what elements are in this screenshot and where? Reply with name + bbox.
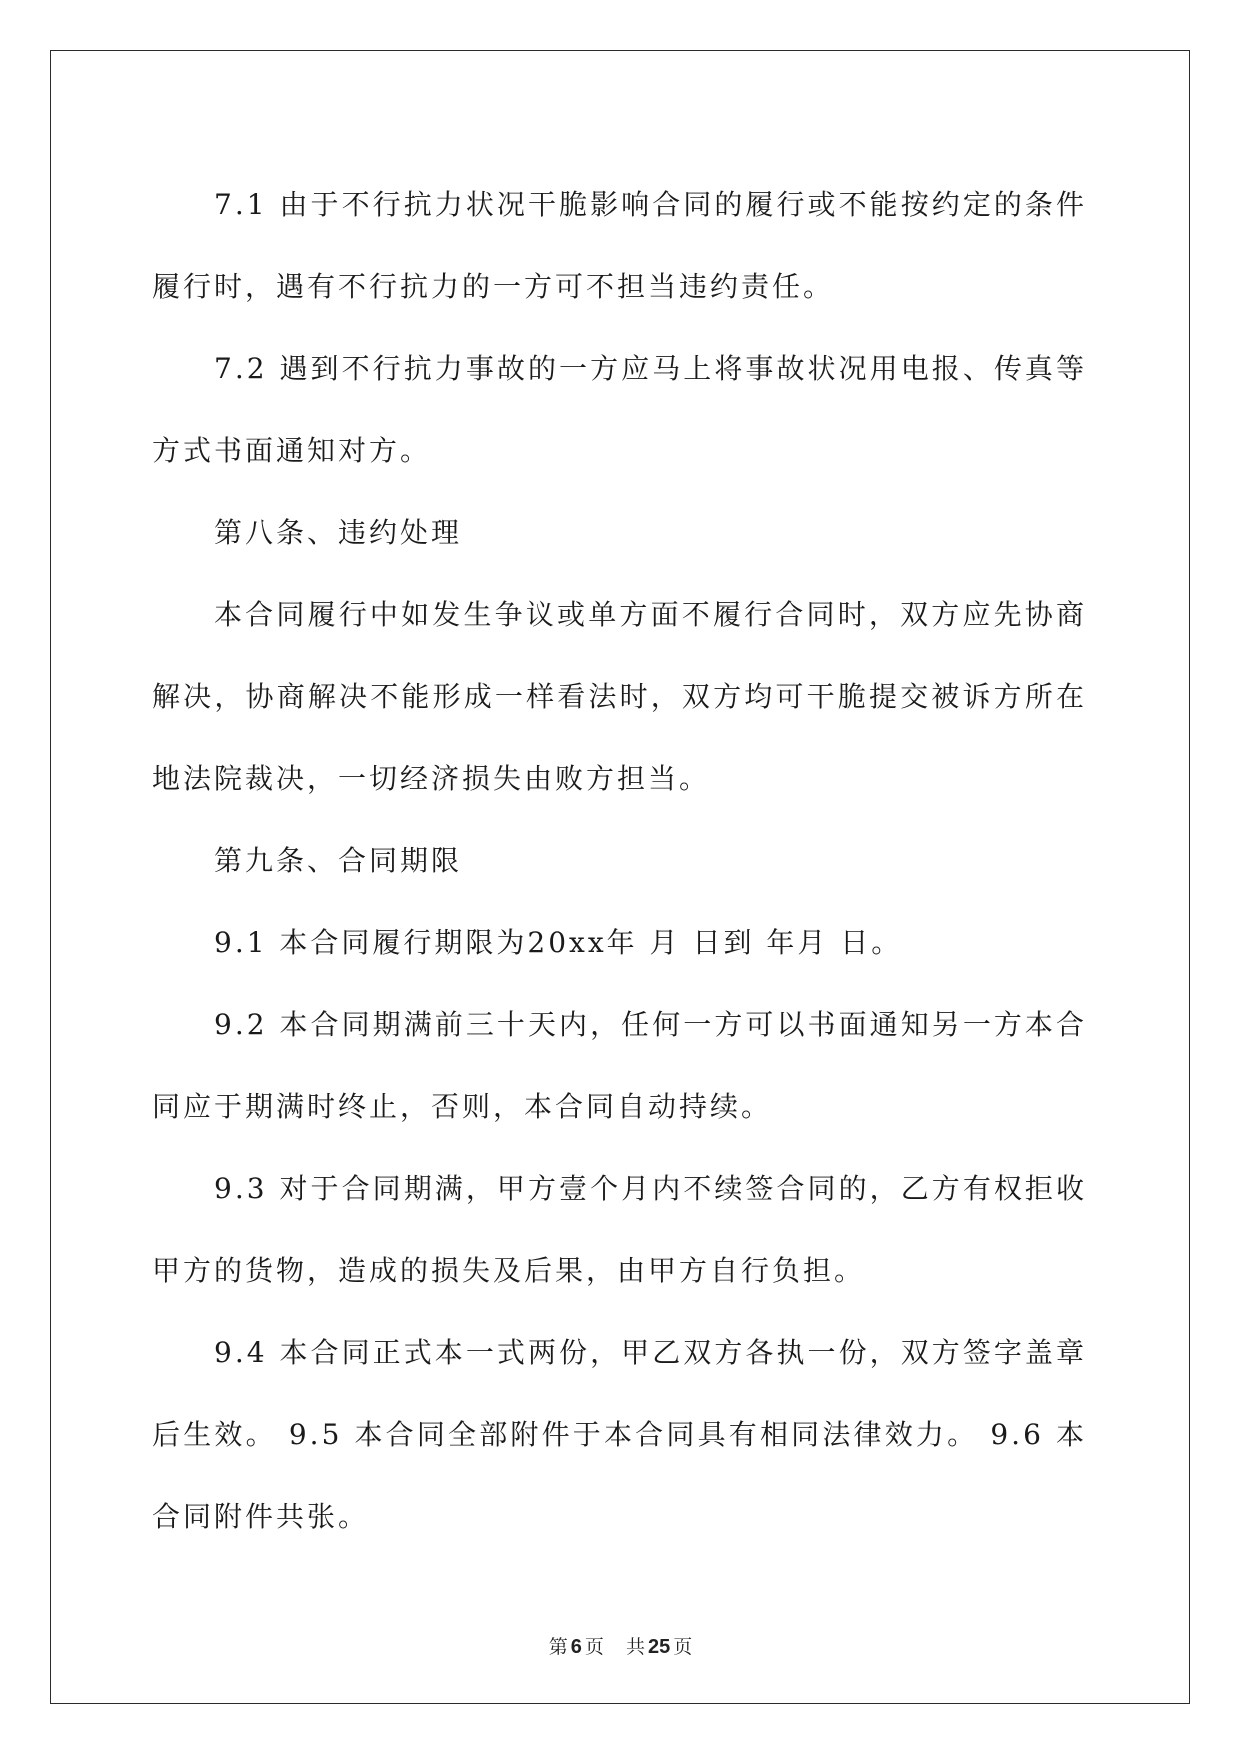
page-footer [0, 1632, 1241, 1659]
document-body [152, 164, 1087, 1558]
page-number: 6 [570, 1636, 582, 1658]
page-number-suffix: 页 [584, 1637, 604, 1658]
paragraph-9-4: 9.4 本合同正式本一式两份，甲乙双方各执一份，双方签字盖章后生效。 9.5 本合同全部附件于本合同具有相同法律效力。 9.6 本合同附件共张。 [152, 1336, 1087, 1533]
total-pages: 25 [647, 1636, 671, 1658]
paragraph-7-2: 7.2 遇到不行抗力事故的一方应马上将事故状况用电报、传真等方式书面通知对方。 [152, 352, 1087, 467]
page-number-prefix: 第 [548, 1637, 568, 1658]
total-pages-prefix: 共 [625, 1637, 645, 1658]
paragraph-7-1: 7.1 由于不行抗力状况干脆影响合同的履行或不能按约定的条件履行时，遇有不行抗力的一方可不担当违约责任。 [152, 188, 1087, 303]
section-heading-article-8: 第八条、违约处理 [214, 516, 463, 549]
paragraph-9-2: 9.2 本合同期满前三十天内，任何一方可以书面通知另一方本合同应于期满时终止，否则，本合同自动持续。 [152, 1008, 1087, 1123]
paragraph-9-1: 9.1 本合同履行期限为20xx年 月 日到 年月 日。 [214, 926, 903, 959]
paragraph-breach-handling: 本合同履行中如发生争议或单方面不履行合同时，双方应先协商解决，协商解决不能形成一样看法时，双方均可干脆提交被诉方所在地法院裁决，一切经济损失由败方担当。 [152, 598, 1087, 795]
total-pages-suffix: 页 [673, 1637, 693, 1658]
paragraph-9-3: 9.3 对于合同期满，甲方壹个月内不续签合同的，乙方有权拒收甲方的货物，造成的损失及后果，由甲方自行负担。 [152, 1172, 1087, 1287]
section-heading-article-9: 第九条、合同期限 [214, 844, 463, 877]
